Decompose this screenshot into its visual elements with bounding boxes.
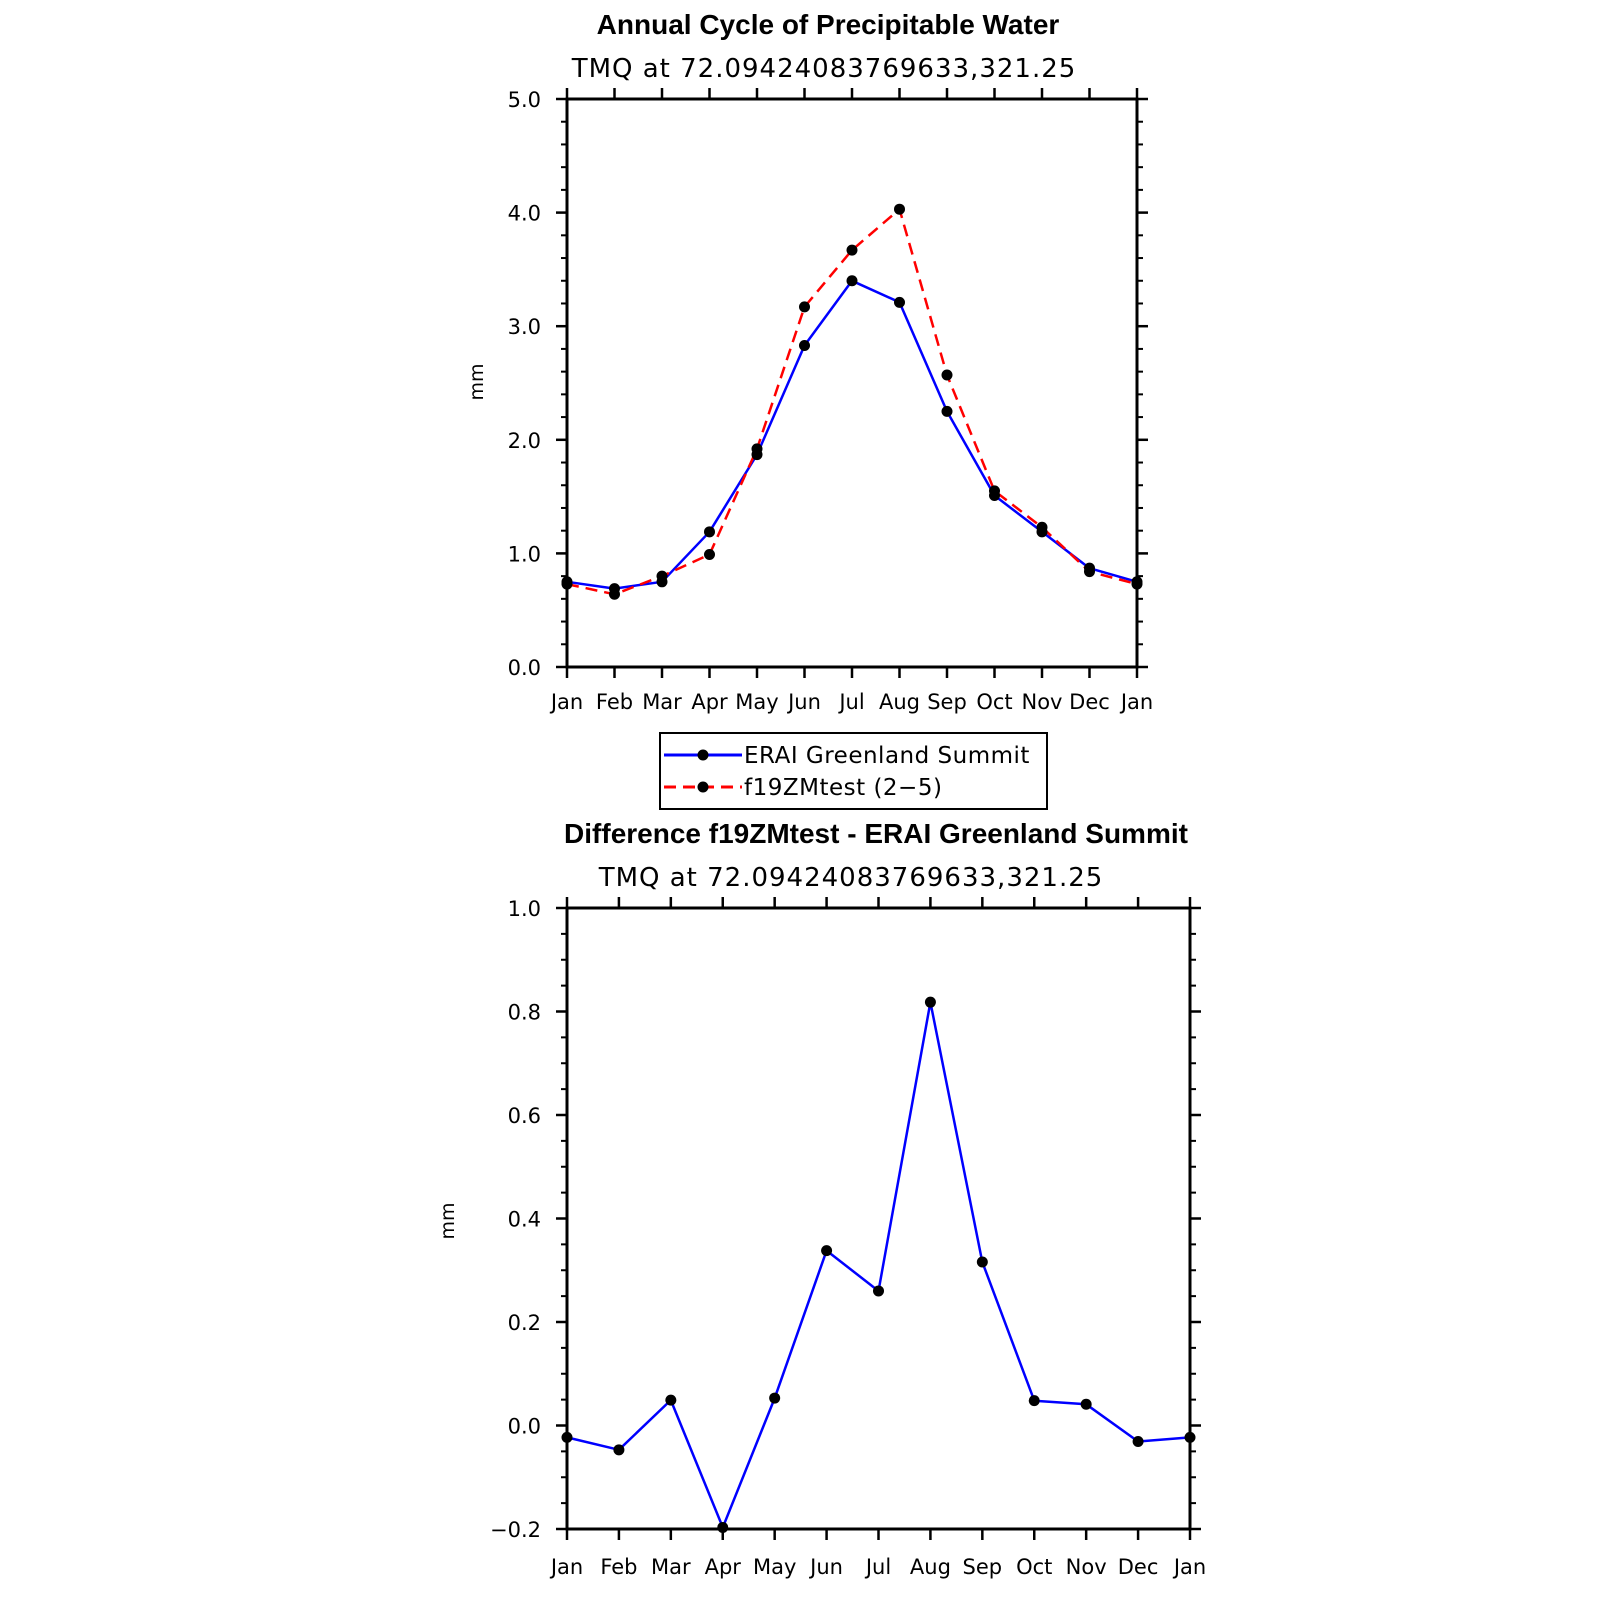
series-line-1 bbox=[567, 209, 1137, 594]
y-tick-label: 3.0 bbox=[507, 315, 541, 340]
data-point-series-0 bbox=[847, 275, 858, 286]
y-tick-label: 0.8 bbox=[507, 1000, 541, 1025]
x-tick-label: Jan bbox=[1173, 1555, 1207, 1579]
data-point-series-1 bbox=[799, 301, 810, 312]
y-tick-label: 1.0 bbox=[507, 897, 541, 921]
chart-difference bbox=[437, 818, 1206, 1579]
x-tick-label: Apr bbox=[691, 690, 728, 714]
data-point-series-0 bbox=[894, 297, 905, 308]
chart-annual-cycle bbox=[466, 9, 1153, 809]
y-tick-label: 0.2 bbox=[507, 1311, 541, 1335]
y-tick-label: 2.0 bbox=[507, 428, 541, 453]
data-point-series-0 bbox=[977, 1256, 988, 1267]
x-tick-label: Nov bbox=[1065, 1555, 1107, 1579]
y-axis-label: mm bbox=[466, 363, 488, 401]
data-point-series-0 bbox=[821, 1245, 832, 1256]
data-point-series-0 bbox=[769, 1393, 780, 1404]
y-axis-label: mm bbox=[437, 1202, 459, 1240]
data-point-series-1 bbox=[942, 370, 953, 381]
data-point-series-1 bbox=[847, 245, 858, 256]
data-point-series-1 bbox=[1132, 579, 1143, 590]
x-tick-label: Aug bbox=[878, 690, 921, 714]
plot-frame bbox=[567, 908, 1190, 1529]
data-point-series-1 bbox=[1084, 566, 1095, 577]
x-tick-label: May bbox=[752, 1555, 797, 1579]
data-point-series-0 bbox=[717, 1522, 728, 1533]
legend-label-erai: ERAI Greenland Summit bbox=[744, 743, 1030, 769]
data-point-series-1 bbox=[609, 589, 620, 600]
x-tick-label: Sep bbox=[962, 1555, 1003, 1579]
legend-label-f19zmtest: f19ZMtest (2−5) bbox=[744, 775, 943, 801]
y-tick-label: 0.4 bbox=[507, 1207, 541, 1232]
legend bbox=[660, 733, 1047, 809]
x-tick-label: Jul bbox=[839, 690, 865, 714]
x-tick-label: Feb bbox=[595, 690, 634, 714]
x-tick-label: May bbox=[735, 690, 779, 714]
data-point-series-0 bbox=[873, 1285, 884, 1296]
data-point-series-0 bbox=[613, 1444, 624, 1455]
legend-marker-erai bbox=[698, 750, 709, 761]
x-tick-label: Mar bbox=[642, 690, 682, 714]
data-point-series-0 bbox=[942, 406, 953, 417]
plot-frame bbox=[567, 99, 1137, 667]
chart-subtitle: TMQ at 72.09424083769633,321.25 bbox=[598, 863, 1104, 893]
chart-title: Annual Cycle of Precipitable Water bbox=[596, 9, 1060, 40]
chart-subtitle: TMQ at 72.09424083769633,321.25 bbox=[571, 54, 1077, 84]
data-point-series-0 bbox=[665, 1395, 676, 1406]
data-point-series-0 bbox=[925, 997, 936, 1008]
y-tick-label: 0.0 bbox=[507, 656, 541, 680]
data-point-series-0 bbox=[704, 526, 715, 537]
x-tick-label: Oct bbox=[1016, 1555, 1053, 1579]
x-tick-label: Jan bbox=[550, 690, 584, 714]
x-tick-label: Jan bbox=[550, 1555, 584, 1579]
x-tick-label: Nov bbox=[1021, 690, 1063, 714]
x-tick-label: Jan bbox=[1120, 690, 1154, 714]
x-tick-label: Jun bbox=[788, 690, 821, 714]
data-point-series-0 bbox=[799, 340, 810, 351]
y-tick-label: 5.0 bbox=[507, 88, 541, 112]
y-tick-label: 4.0 bbox=[507, 201, 541, 226]
x-tick-label: Feb bbox=[600, 1555, 638, 1579]
data-point-series-0 bbox=[1029, 1395, 1040, 1406]
data-point-series-0 bbox=[562, 1432, 573, 1443]
data-point-series-1 bbox=[657, 571, 668, 582]
x-tick-label: Jun bbox=[810, 1555, 843, 1579]
x-tick-label: Apr bbox=[704, 1555, 741, 1579]
data-point-series-1 bbox=[1037, 522, 1048, 533]
data-point-series-1 bbox=[752, 443, 763, 454]
x-tick-label: Jul bbox=[865, 1555, 892, 1579]
data-point-series-1 bbox=[562, 579, 573, 590]
legend-marker-f19zmtest bbox=[698, 782, 709, 793]
data-point-series-1 bbox=[894, 204, 905, 215]
series-line-0 bbox=[567, 1002, 1190, 1527]
y-tick-label: −0.2 bbox=[490, 1518, 541, 1542]
chart-title: Difference f19ZMtest - ERAI Greenland Summit bbox=[564, 818, 1188, 849]
y-tick-label: 0.6 bbox=[507, 1104, 541, 1128]
x-tick-label: Aug bbox=[909, 1555, 951, 1579]
x-tick-label: Sep bbox=[927, 690, 967, 714]
data-point-series-0 bbox=[1081, 1399, 1092, 1410]
x-tick-label: Dec bbox=[1117, 1555, 1159, 1579]
x-tick-label: Oct bbox=[976, 690, 1013, 714]
data-point-series-1 bbox=[989, 485, 1000, 496]
y-tick-label: 1.0 bbox=[507, 542, 541, 567]
series-line-0 bbox=[567, 281, 1137, 589]
data-point-series-0 bbox=[1185, 1432, 1196, 1443]
x-tick-label: Dec bbox=[1069, 690, 1110, 714]
x-tick-label: Mar bbox=[651, 1555, 691, 1579]
data-point-series-0 bbox=[1133, 1436, 1144, 1447]
data-point-series-1 bbox=[704, 549, 715, 560]
y-tick-label: 0.0 bbox=[507, 1414, 541, 1439]
